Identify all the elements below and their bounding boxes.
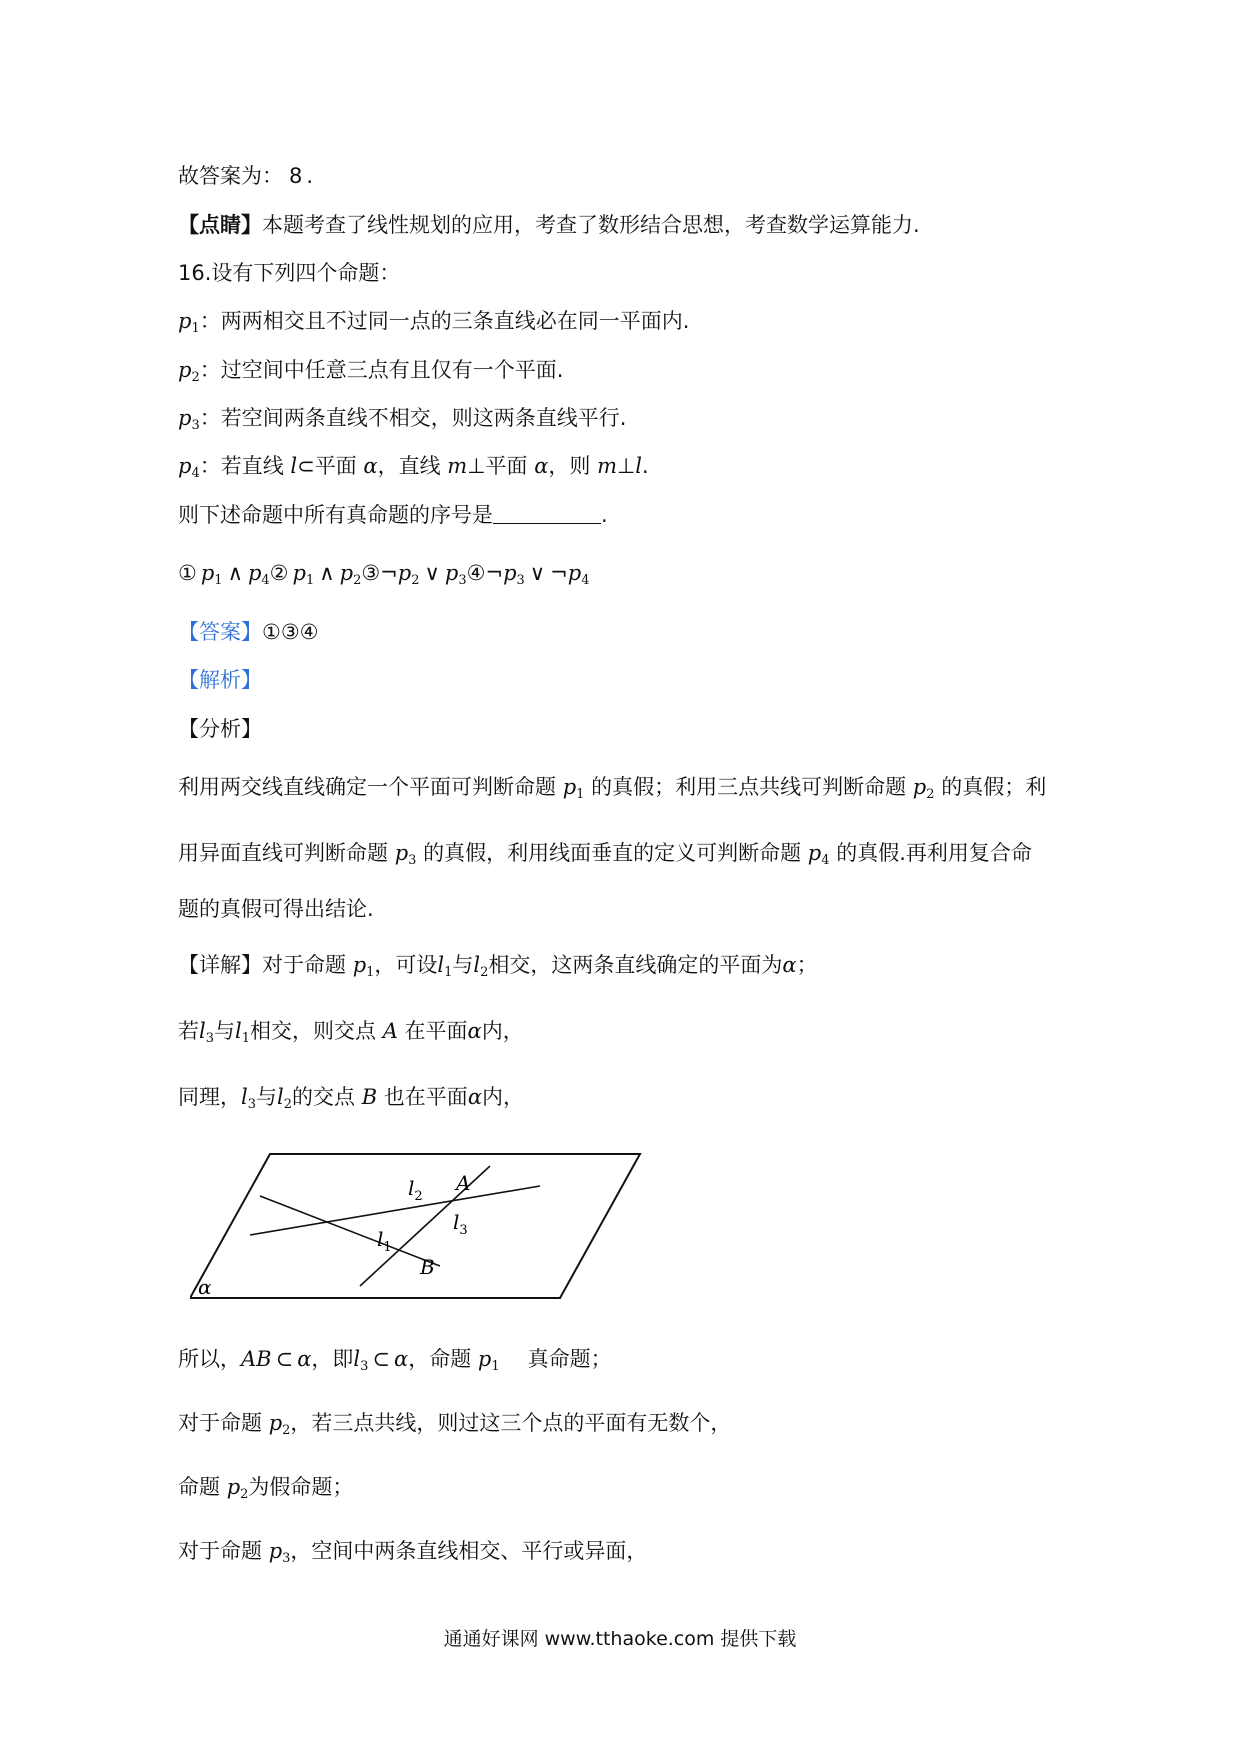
proposition-p1: $p_1$：两两相交且不过同一点的三条直线必在同一平面内.: [178, 309, 690, 336]
jiexi-line: [178, 665, 262, 695]
plane-lines-diagram: [190, 1146, 650, 1306]
comment-label: 【点睛】: [178, 213, 262, 237]
analysis-label-line: 【分析】: [178, 717, 262, 741]
line-l2: [250, 1186, 540, 1235]
answer-blank: [493, 503, 601, 524]
label-l1: $l_1$: [377, 1227, 392, 1255]
answer-line: [178, 617, 318, 647]
analysis-line-1: 利用两交线直线确定一个平面可判断命题 $p_1$ 的真假；利用三点共线可判断命题 $p_2$ 的真假；利: [178, 775, 1047, 802]
detail-line-2: 若$l_3$与$l_1$相交，则交点 A 在平面α内，: [178, 1019, 524, 1046]
answer-value: ①③④: [262, 620, 319, 644]
detail-line-3: 同理，$l_3$与$l_2$的交点 B 也在平面α内，: [178, 1085, 524, 1112]
label-l2: $l_2$: [408, 1176, 423, 1204]
label-l3: $l_3$: [453, 1210, 468, 1238]
detail-label: 【详解】: [178, 953, 262, 977]
line-l1: [260, 1196, 440, 1266]
label-A: A: [456, 1171, 471, 1195]
conclusion-line-4: 对于命题 $p_3$，空间中两条直线相交、平行或异面，: [178, 1539, 648, 1566]
label-B: B: [420, 1255, 435, 1279]
answer-conclusion-line: 故答案为： 8 .: [178, 164, 314, 188]
proposition-p4: $p_4$：若直线 l⊂平面 α，直线 m⊥平面 α，则 m⊥l.: [178, 454, 649, 481]
proposition-p2: $p_2$：过空间中任意三点有且仅有一个平面.: [178, 358, 564, 385]
detail-line-1: 【详解】对于命题 $p_1$，可设$l_1$与$l_2$相交，这两条直线确定的平面为α；: [178, 953, 818, 980]
conclusion-line-1: 所以，AB ⊂ α，即$l_3$ ⊂ α，命题 $p_1$ 真命题；: [178, 1347, 612, 1374]
conclusion-line-3: 命题 $p_2$为假命题；: [178, 1475, 354, 1502]
plane-alpha: [190, 1154, 640, 1298]
comment-line: 【点睛】本题考查了线性规划的应用，考查了数形结合思想，考查数学运算能力.: [178, 213, 920, 237]
answer-label: 【答案】: [178, 620, 262, 644]
proposition-p3: $p_3$：若空间两条直线不相交，则这两条直线平行.: [178, 406, 627, 433]
jiexi-label: 【解析】: [178, 668, 262, 692]
page-footer: 通通好课网 www.tthaoke.com 提供下载: [443, 1628, 797, 1650]
analysis-line-2: 用异面直线可判断命题 $p_3$ 的真假，利用线面垂直的定义可判断命题 $p_4$ 的真假.再利用复合命: [178, 841, 1032, 868]
conclusion-line-2: 对于命题 $p_2$，若三点共线，则过这三个点的平面有无数个，: [178, 1411, 732, 1438]
question-stem: 16.设有下列四个命题：: [178, 261, 401, 285]
question-ask: 则下述命题中所有真命题的序号是 .: [178, 503, 608, 527]
label-alpha: α: [198, 1275, 212, 1299]
options-line: ① $p_1$ ∧ $p_4②$ $p_1$ ∧ $p_2③\neg p_2$ ∨ $p_3④\neg p_3$ ∨ $\neg p_4$: [178, 561, 590, 588]
analysis-line-3: 题的真假可得出结论.: [178, 897, 374, 921]
